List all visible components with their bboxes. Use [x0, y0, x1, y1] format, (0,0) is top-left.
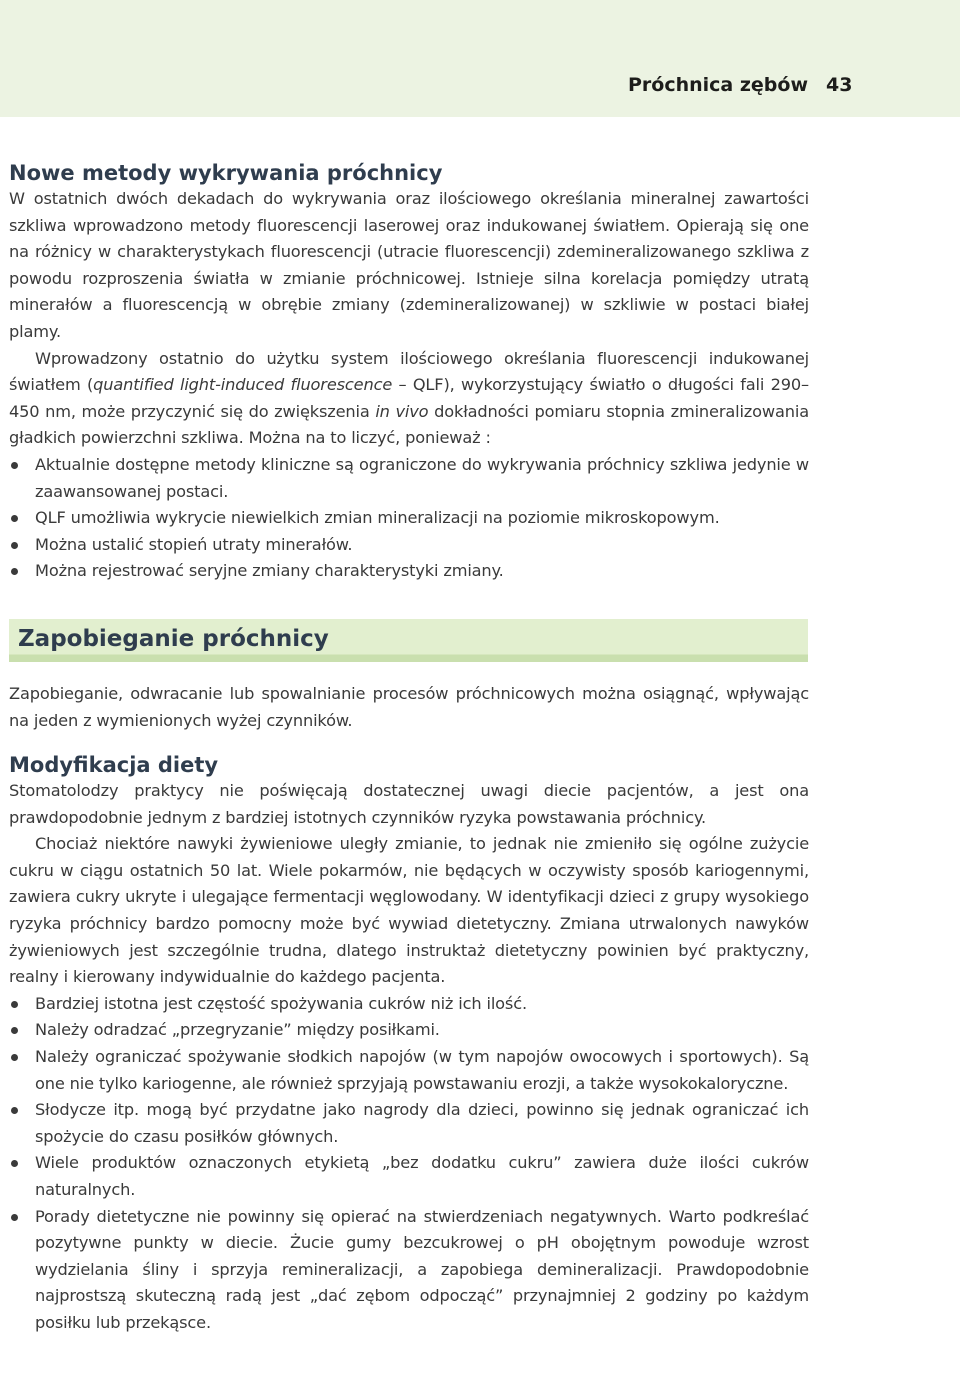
text-run: – QLF), wykorzystujący światło o długości fali 290–450 nm, może przyczynić się do zwiększenia	[9, 375, 809, 421]
list-item: Słodycze itp. mogą być przydatne jako nagrody dla dzieci, powinno się jednak ograniczać ich spożycie do czasu posiłków głównych.	[9, 1097, 809, 1150]
section-prevention	[9, 681, 809, 734]
section-new-methods	[9, 160, 809, 585]
paragraph: W ostatnich dwóch dekadach do wykrywania oraz ilościowego określania mineralnej zawartości szkliwa wprowadzono metody fluorescencji laserowej oraz indukowanej światłem. Opierają się one na różnicy w charakterystykach fluorescencji (utracie fluorescencji) zdemineralizowanego szkliwa z powodu rozproszenia światła w zmianie próchnicowej. Istnieje silna korelacja pomiędzy utratą minerałów a fluorescencją w obrębie zmiany (zdemineralizowanej) w szkliwie w postaci białej plamy.	[9, 189, 809, 341]
list-item: Bardziej istotna jest częstość spożywania cukrów niż ich ilość.	[9, 991, 809, 1018]
list-item: Należy ograniczać spożywanie słodkich napojów (w tym napojów owocowych i sportowych). Są one nie tylko kariogenne, ale również sprzyjają powstawaniu erozji, a także wysokokaloryczne.	[9, 1044, 809, 1097]
list-item: Można ustalić stopień utraty minerałów.	[9, 532, 809, 559]
section-heading: Modyfikacja diety	[9, 753, 219, 777]
list-item: Aktualnie dostępne metody kliniczne są ograniczone do wykrywania próchnicy szkliwa jedynie w zaawansowanej postaci.	[9, 452, 809, 505]
header-band	[0, 0, 960, 117]
text-run: Wprowadzony ostatnio do użytku system ilościowego określania fluorescencji indukowanej światłem (	[9, 348, 809, 395]
page-number: 43	[826, 74, 853, 96]
list-item: Należy odradzać „przegryzanie” między posiłkami.	[9, 1017, 809, 1044]
bullet-list	[9, 452, 809, 585]
list-item: Można rejestrować seryjne zmiany charakterystyki zmiany.	[9, 558, 809, 585]
paragraph: Stomatolodzy praktycy nie poświęcają dostatecznej uwagi diecie pacjentów, a jest ona prawdopodobnie jednym z bardziej istotnych czynników ryzyka powstawania próchnicy.	[9, 781, 809, 827]
section-heading: Nowe metody wykrywania próchnicy	[9, 161, 443, 185]
running-title: Próchnica zębów	[627, 74, 808, 96]
bullet-list	[9, 991, 809, 1337]
paragraph	[9, 346, 809, 452]
italic-term: in vivo	[375, 401, 429, 421]
section-heading: Zapobieganie próchnicy	[18, 626, 329, 652]
list-item: Porady dietetyczne nie powinny się opierać na stwierdzeniach negatywnych. Warto podkreślać pozytywne punkty w diecie. Żucie gumy bezcukrowej o pH obojętnym powoduje wzrost wydzielania śliny i sprzyja remineralizacji, a zapobiega demineralizacji. Prawdopodobnie najprostszą skuteczną radą jest „dać zębom odpocząć” przynajmniej 2 godziny po każdym posiłku lub przekąsce.	[9, 1204, 809, 1337]
list-item: QLF umożliwia wykrycie niewielkich zmian mineralizacji na poziomie mikroskopowym.	[9, 505, 809, 532]
section-diet	[9, 752, 809, 1336]
italic-term: quantified light-induced fluorescence	[93, 375, 393, 395]
text-run: dokładności pomiaru stopnia zmineralizowania gładkich powierzchni szkliwa. Można na to liczyć, ponieważ :	[9, 401, 809, 448]
list-item: Wiele produktów oznaczonych etykietą „bez dodatku cukru” zawiera duże ilości cukrów naturalnych.	[9, 1150, 809, 1203]
paragraph: Zapobieganie, odwracanie lub spowalnianie procesów próchnicowych można osiągnąć, wpływając na jeden z wymienionych wyżej czynników.	[9, 684, 809, 730]
paragraph: Chociaż niektóre nawyki żywieniowe uległy zmianie, to jednak nie zmieniło się ogólne zużycie cukru w ciągu ostatnich 50 lat. Wiele pokarmów, nie będących w oczywisty sposób kariogennymi, zawiera cukry ukryte i ulegające fermentacji węglowodany. W identyfikacji dzieci z grupy wysokiego ryzyka próchnicy bardzo pomocny może być wywiad dietetyczny. Zmiana utrwalonych nawyków żywieniowych jest szczególnie trudna, dlatego instruktaż dietetyczny powinien być praktyczny, realny i kierowany indywidualnie do każdego pacjenta.	[9, 834, 809, 987]
